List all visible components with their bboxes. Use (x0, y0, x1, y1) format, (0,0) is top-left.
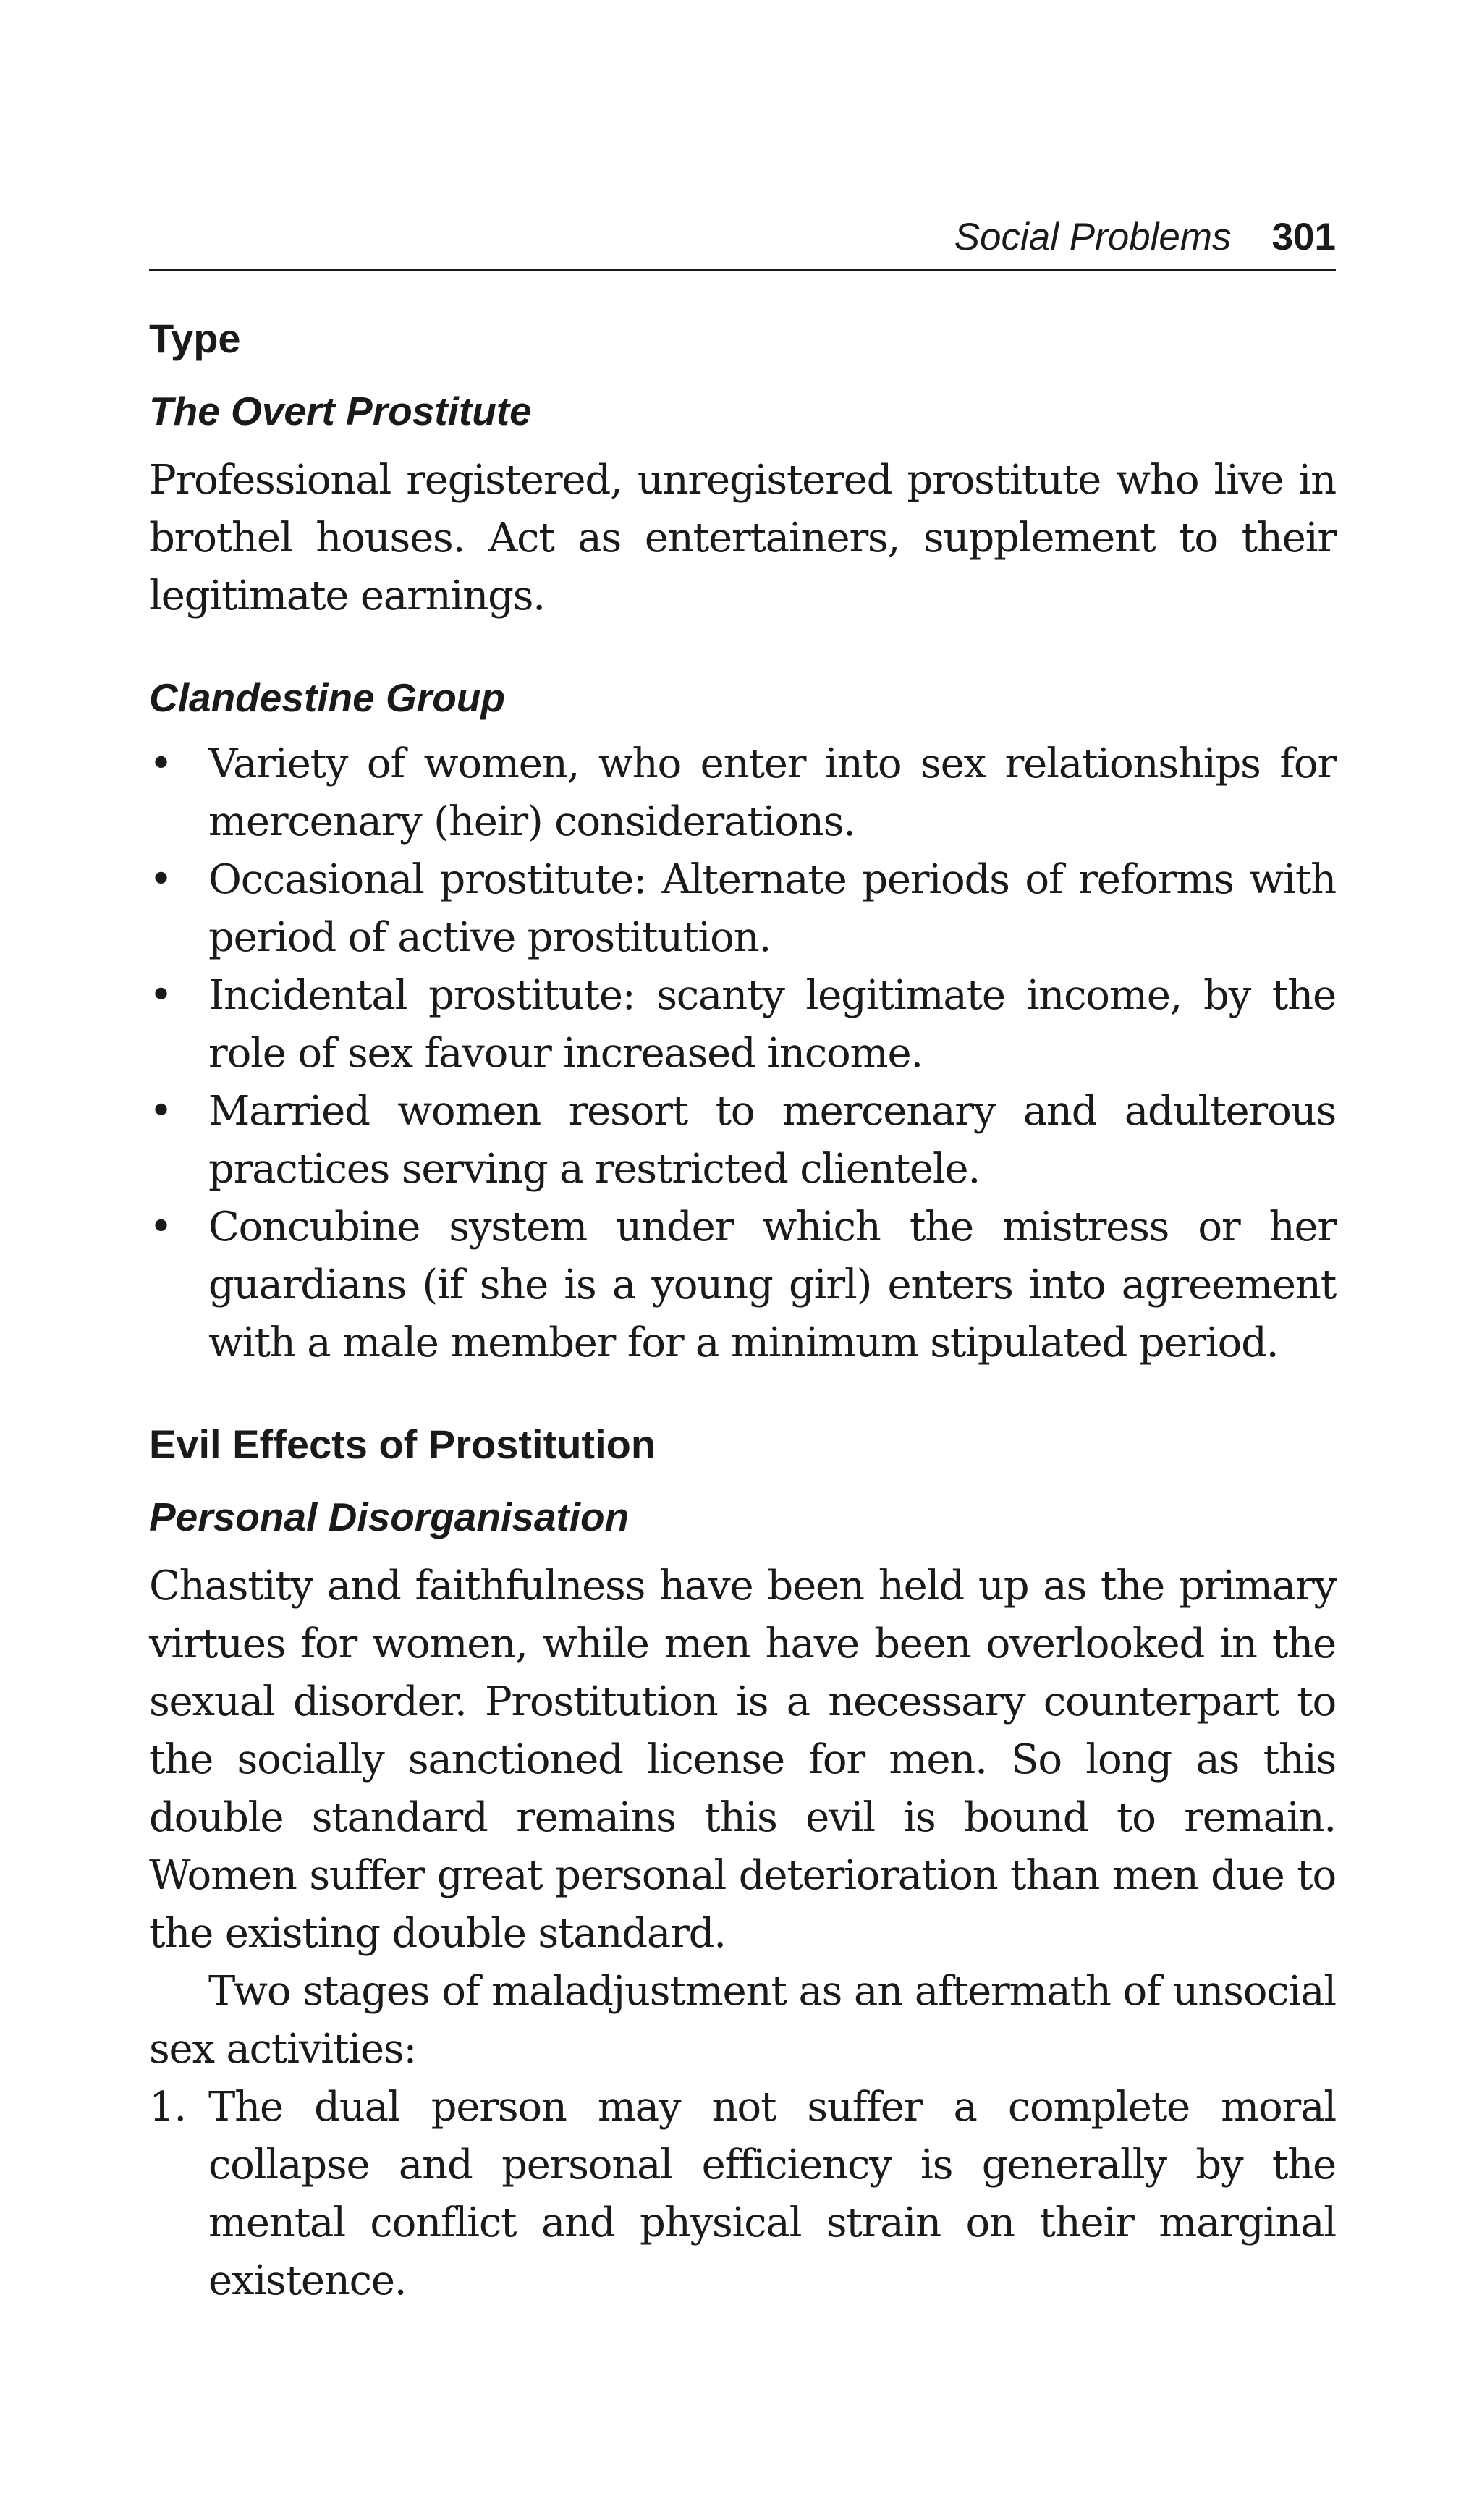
list-item-text: The dual person may not suffer a complete moral collapse and personal efficiency is generally by the mental conflict and physical strain on their marginal existence. (208, 2084, 1336, 2304)
bullet-marker: • (149, 1204, 172, 1251)
paragraph-overt-prostitute: Professional registered, unregistered prostitute who live in brothel houses. Act as entertainers, supplement to their legitimate earnings. (149, 457, 1336, 620)
section-heading-type: Type (149, 316, 241, 361)
running-title: Social Problems (954, 216, 1232, 258)
list-item (149, 1198, 1336, 1372)
clandestine-list (149, 735, 1336, 1372)
bullet-marker: • (149, 1088, 172, 1135)
list-number: 1. (149, 2084, 187, 2131)
page-number: 301 (1271, 216, 1336, 258)
running-head (954, 216, 1336, 259)
list-item-text: Incidental prostitute: scanty legitimate income, by the role of sex favour increased income. (208, 972, 1336, 1077)
list-item-text: Variety of women, who enter into sex relationships for mercenary (heir) considerations. (208, 740, 1336, 845)
paragraph-stages: Two stages of maladjustment as an aftermath of unsocial sex activities: (149, 1968, 1336, 2073)
bullet-marker: • (149, 740, 172, 787)
list-item (149, 1083, 1336, 1198)
list-item (149, 851, 1336, 967)
subheading-personal-disorganisation: Personal Disorganisation (149, 1494, 630, 1539)
page-content (149, 313, 1336, 2310)
header-rule (149, 269, 1336, 271)
list-item-text: Occasional prostitute: Alternate periods of reforms with period of active prostitution. (208, 856, 1336, 961)
stages-list (149, 2079, 1336, 2310)
section-heading-evil-effects: Evil Effects of Prostitution (149, 1421, 656, 1467)
list-item (149, 967, 1336, 1083)
bullet-marker: • (149, 856, 172, 903)
list-item (149, 2079, 1336, 2310)
list-item-text: Married women resort to mercenary and adulterous practices serving a restricted clientele. (208, 1088, 1336, 1193)
list-item-text: Concubine system under which the mistress or her guardians (if she is a young girl) enters into agreement with a male member for a minimum stipulated period. (208, 1204, 1336, 1366)
list-item (149, 735, 1336, 851)
subheading-clandestine-group: Clandestine Group (149, 675, 505, 720)
paragraph-personal-disorganisation: Chastity and faithfulness have been held up as the primary virtues for women, while men have been overlooked in the sexual disorder. Prostitution is a necessary counterpart to the socially sanctioned license for men. So long as this double standard remains this evil is bound to remain. Women suffer great personal deterioration than men due to the existing double standard. (149, 1563, 1336, 1957)
bullet-marker: • (149, 972, 172, 1019)
subheading-overt-prostitute: The Overt Prostitute (149, 389, 532, 434)
